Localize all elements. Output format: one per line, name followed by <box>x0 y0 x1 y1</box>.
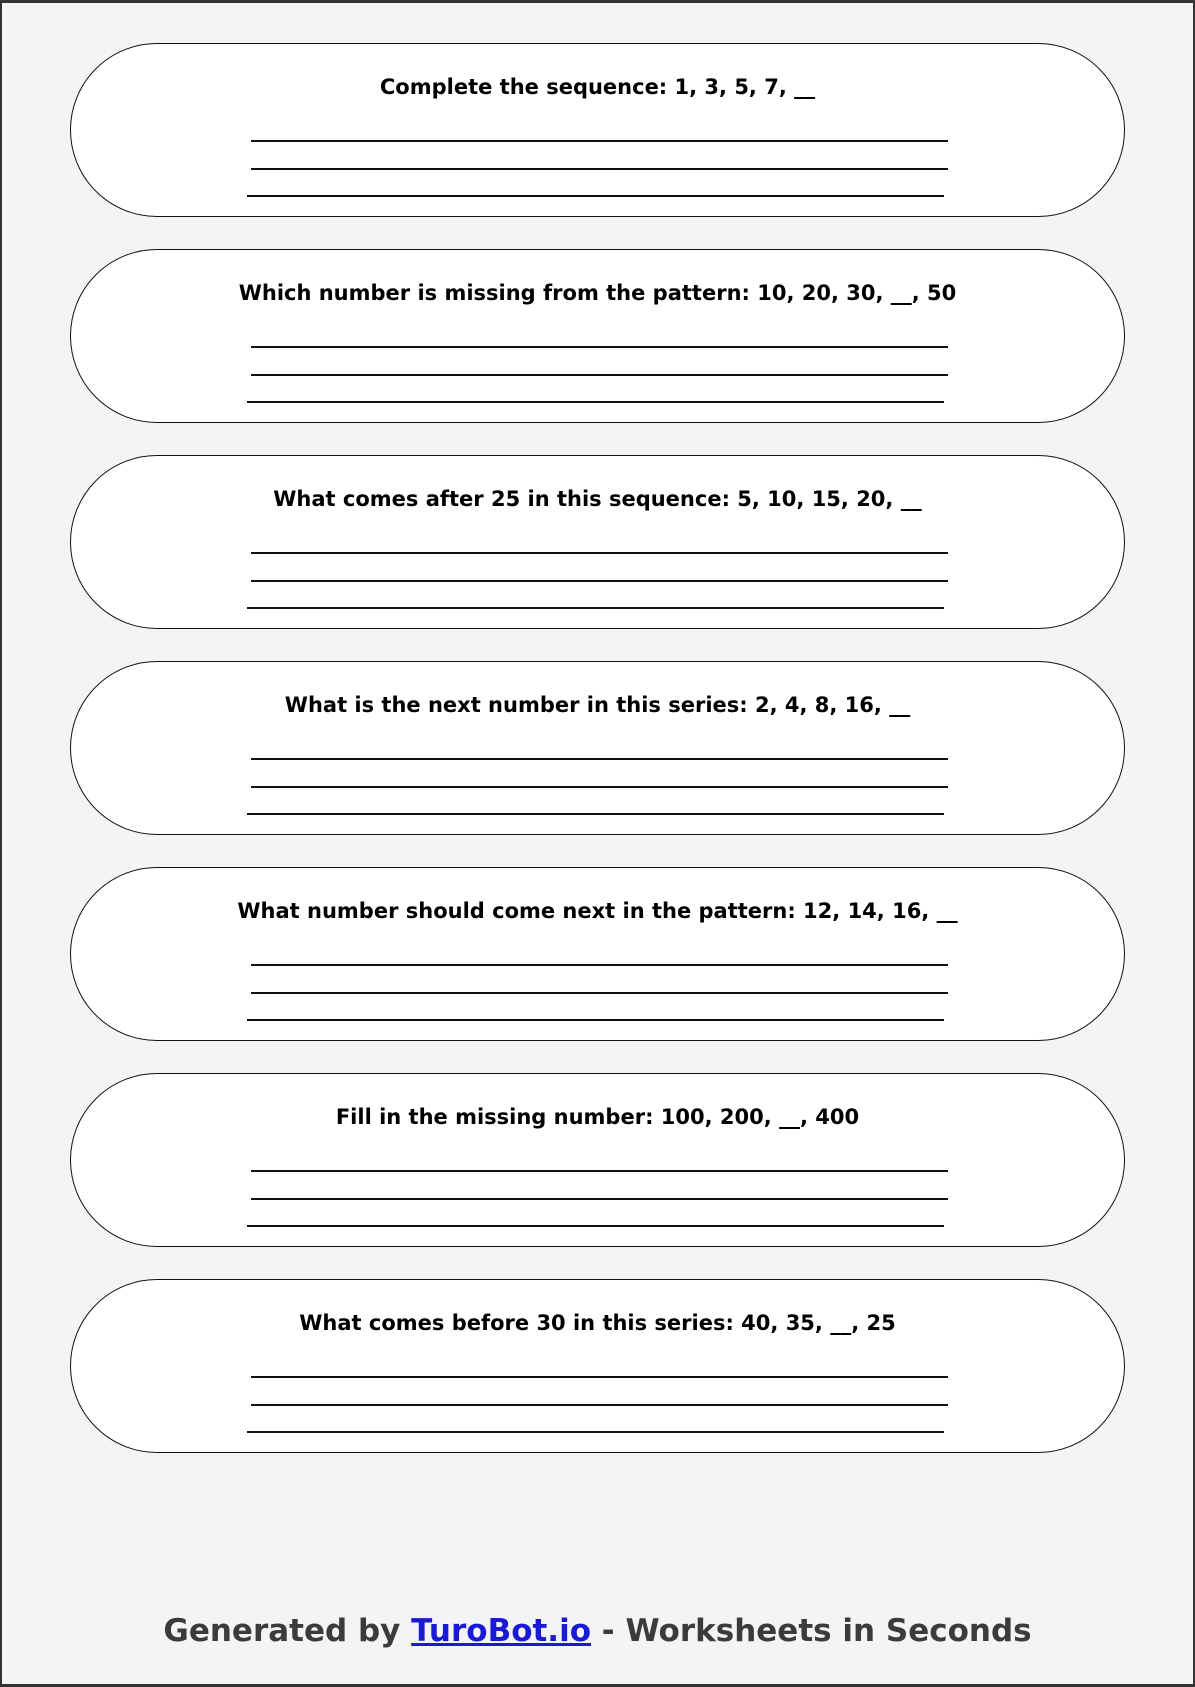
question-card <box>70 455 1125 629</box>
answer-line <box>247 1225 944 1227</box>
answer-line <box>251 964 948 966</box>
answer-line <box>251 168 948 170</box>
question-text: Complete the sequence: 1, 3, 5, 7, __ <box>379 75 816 99</box>
turobot-link[interactable]: TuroBot.io <box>411 1613 592 1649</box>
answer-line <box>251 1198 948 1200</box>
answer-line <box>251 374 948 376</box>
answer-line <box>251 552 948 554</box>
answer-line <box>247 1019 944 1021</box>
answer-line <box>247 813 944 815</box>
answer-line <box>247 1431 944 1433</box>
question-card <box>70 249 1125 423</box>
answer-line <box>251 140 948 142</box>
question-card <box>70 1279 1125 1453</box>
question-text: What comes after 25 in this sequence: 5, 10, 15, 20, __ <box>273 487 922 511</box>
answer-line <box>247 607 944 609</box>
answer-line <box>247 195 944 197</box>
question-card <box>70 43 1125 217</box>
answer-line <box>251 1404 948 1406</box>
answer-line <box>251 580 948 582</box>
answer-line <box>251 1170 948 1172</box>
answer-line <box>251 758 948 760</box>
question-text: What number should come next in the pattern: 12, 14, 16, __ <box>237 899 958 923</box>
answer-line <box>251 992 948 994</box>
question-card <box>70 867 1125 1041</box>
answer-line <box>251 786 948 788</box>
footer-suffix: - Worksheets in Seconds <box>591 1613 1032 1649</box>
question-text: Fill in the missing number: 100, 200, __, 400 <box>335 1105 860 1129</box>
question-text: What comes before 30 in this series: 40, 35, __, 25 <box>299 1311 896 1335</box>
answer-line <box>247 401 944 403</box>
question-card <box>70 661 1125 835</box>
question-text: What is the next number in this series: 2, 4, 8, 16, __ <box>284 693 911 717</box>
answer-line <box>251 346 948 348</box>
footer-prefix: Generated by <box>163 1613 412 1649</box>
answer-line <box>251 1376 948 1378</box>
question-text: Which number is missing from the pattern: 10, 20, 30, __, 50 <box>238 281 957 305</box>
question-list <box>70 43 1127 1485</box>
question-card <box>70 1073 1125 1247</box>
footer <box>2 1613 1193 1649</box>
